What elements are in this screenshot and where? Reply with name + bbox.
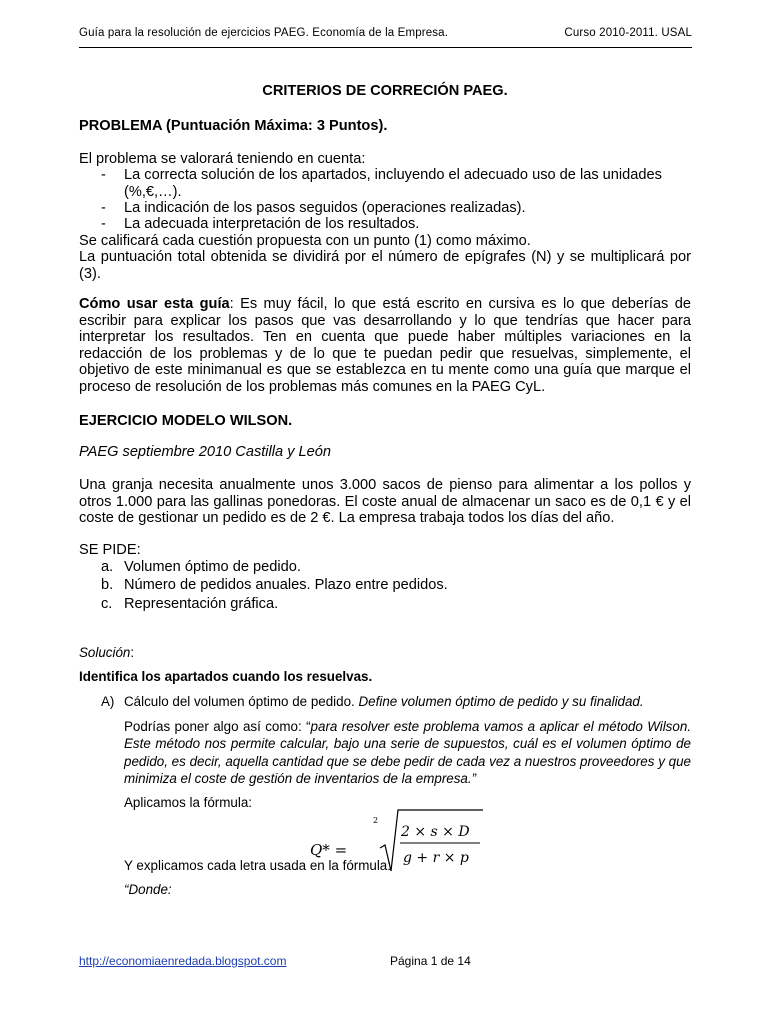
header-right-text: Curso 2010-2011. USAL [564,27,692,39]
criteria-item-1 [79,167,691,200]
list-item-text: Volumen óptimo de pedido. [124,559,301,575]
problema-heading: PROBLEMA (Puntuación Máxima: 3 Puntos). [79,118,388,134]
solucion-colon: : [130,645,135,660]
header-left-text: Guía para la resolución de ejercicios PAEG. Economía de la Empresa. [79,27,449,39]
donde-text: “Donde: [124,882,172,897]
se-pide-label: SE PIDE: [79,542,141,558]
podrias-quote: para resolver este problema vamos a aplicar el método Wilson. Este método nos permite calcular, bajo una serie de supuestos, cuál es el volumen óptimo de pedido, es decir, aquella cantidad que se debe pedir de cada vez a nuestros proveedores y que minimiza el coste de gestión de inventarios de la empresa.” [124,719,691,786]
criteria-text: La adecuada interpretación de los resultados. [124,216,420,232]
list-letter: c. [101,596,113,612]
calificacion-text: Se calificará cada cuestión propuesta con un punto (1) como máximo. [79,233,531,249]
formula-numerator: 2 × s × D [401,824,470,840]
wilson-formula [310,793,485,873]
ejercicio-heading: EJERCICIO MODELO WILSON. [79,413,293,429]
intro-text: El problema se valorará teniendo en cuenta: [79,151,366,167]
apartado-a [79,694,691,711]
bullet-dash: - [101,200,106,216]
page-number: Página 1 de 14 [390,954,471,968]
como-usar-text: : Es muy fácil, lo que está escrito en cursiva es lo que deberías de escribir para explicar los pasos que vas desarrollando y lo que tendrías que hacer para interpretar los resultados. Ten en cuenta que puede haber múltiples variaciones en la redacción de los problemas y de lo que te puedan pedir que resuelvas, simplemente, el objetivo de este minimanual es que se establezca en tu mente como una guía que marque el proceso de resolución de los problemas más comunes en la PAEG CyL. [79,296,692,395]
apartado-main-text: Cálculo del volumen óptimo de pedido. [124,694,355,709]
como-usar-label: Cómo usar esta guía [79,296,230,312]
identifica-heading: Identifica los apartados cuando los resuelvas. [79,669,373,684]
apartado-letter: A) [101,694,115,709]
puntuacion-text: La puntuación total obtenida se dividirá por el número de epígrafes (N) y se multiplicará por (3). [79,249,691,282]
list-item-text: Representación gráfica. [124,596,279,612]
pide-item-a [79,559,691,576]
formula-lhs: Q* = [310,841,348,859]
criteria-text: La indicación de los pasos seguidos (operaciones realizadas). [124,200,526,216]
pide-item-b [79,577,691,594]
list-letter: a. [101,559,114,575]
solucion-label [79,645,691,662]
apartado-text [124,694,691,711]
enunciado-paragraph: Una granja necesita anualmente unos 3.000 sacos de pienso para alimentar a los pollos y otros 1.000 para las gallinas ponedoras. El coste anual de almacenar un saco es de 0,1 € y el coste de gestionar un pedido es de 2 €. La empresa trabaja todos los días del año. [79,477,691,526]
paeg-source: PAEG septiembre 2010 Castilla y León [79,444,332,460]
pide-item-c [79,596,691,613]
criteria-item-2 [79,200,691,217]
page-title: CRITERIOS DE CORRECIÓN PAEG. [262,83,508,99]
apartado-italic-text: Define volumen óptimo de pedido y su finalidad. [358,694,644,709]
list-letter: b. [101,577,114,593]
como-usar-paragraph [79,296,691,395]
criteria-text: La correcta solución de los apartados, incluyendo el adecuado uso de las unidades [124,167,662,183]
criteria-text-cont: (%,€,…). [124,184,182,200]
explicamos-text: Y explicamos cada letra usada en la fórmula: [124,858,391,873]
bullet-dash: - [101,216,106,232]
formula-denominator: g + r × p [403,850,469,866]
podrias-prefix: Podrías poner algo así como: “ [124,719,311,734]
page-header [79,25,692,48]
bullet-dash: - [101,167,106,183]
blog-link[interactable]: http://economiaenredada.blogspot.com [79,954,287,968]
aplicamos-text: Aplicamos la fórmula: [124,795,253,810]
solucion-italic: Solución [79,645,131,660]
formula-root-index: 2 [373,816,379,825]
list-item-text: Número de pedidos anuales. Plazo entre pedidos. [124,577,448,593]
podrias-paragraph [124,718,691,787]
criteria-item-3 [79,216,691,233]
